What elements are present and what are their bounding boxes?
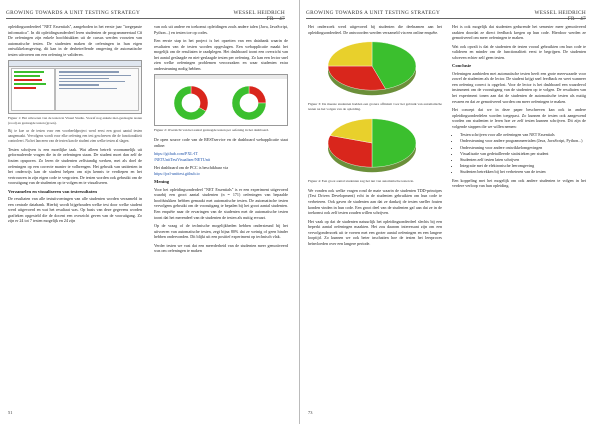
paragraph: Een eerste stap in het project is het opzetten van een databank waarin de resultaten van de testen worden opgeslagen. Een webapplicatie maakt het mogelijk om de resultaten te raadplegen. Het dashboard toont een overzicht van het aantal geslaagde en niet-geslaagde testen per oefening. Zo kan een lector snel zien welke oefeningen problemen veroorzaken en waar studenten extra ondersteuning nodig hebben. [154,38,288,71]
dashboard-header [155,75,287,79]
figure-screenshot-visual-studio [8,60,142,114]
figure-3-caption: Figuur 3: De meeste studenten hadden een grotere affiniteit voor het gebruik van automatische testen na het volgen van de opleiding. [308,102,442,111]
figure-4-caption: Figuur 4: Een groot aantal studenten zag het nut van automatische testen in. [308,179,415,184]
list-item: • Visualisatie van gedetailleerde statistieken per student [460,151,586,157]
donut-hole [240,94,259,113]
list-item: • Ondersteuning voor andere ontwikkelomgevingen [460,145,586,151]
list-item: • Testen schrijven voor alle oefeningen van NET Essentials [460,132,586,138]
page-number: 51 [8,410,13,415]
ide-toolbar [9,61,141,67]
paragraph: Wat ook opvalt is dat de studenten de testen vooral gebruikten om hun code te valideren en minder om de functionaliteit eerst te begrijpen. De studenten schreven echter zelf geen testen. [452,43,586,60]
paragraph: Op de vraag of de technische mogelijkheden hebben ondersteund bij het uitvoeren van automatische testen, zegt bijna 80% dat ze weinig of geen hinder hebben ondervonden. Dit blijkt uit een positief experiment op technisch vlak. [154,223,288,240]
header-rule [306,18,586,19]
paragraph: Testen schrijven is een moeilijke taak. Wat alleen betreft voornamelijk uit geformuleerde vragen die in de oefeningen staan. De student moet dan zelf de fouten opsporen. Zo leren de studenten zelfstandig werken, met als doel de oefeningen op een correcte manier te volbrengen. Het gebruik van unittesten in het onderwijs kan de student helpen om zijn kennis te verdiepen en het vertrouwen in zijn eigen code te vergroten. De testen worden ook gebruikt om de vooruitgang van de studenten op te volgen en te visualiseren. [8,146,142,186]
pie-chart-2 [229,83,269,123]
section-code: FR · 47 [266,16,285,22]
author-name: WESSEL HEIDRICH [534,10,586,16]
list-item: • Studenten betrekken bij het verbeteren van de testen [460,169,586,175]
paragraph: De resultaten van alle testuitvoeringen van alle studenten worden verzameld in een centrale databank. Hierbij wordt bijgehouden welke test door welke student werd uitgevoerd en wat het resultaat was. Op basis van deze gegevens worden grafieken opgesteld die de docent een overzicht geven van de vooruitgang. Zo zijn er 24 tot 7 testen mogelijk en 24 zijn [8,196,142,224]
left-column-2 [154,24,288,257]
paragraph: We vonden ook welke vragen rond de mate waarin de studenten TDD-principes (Test Driven Development) echt in de studenten gebruikten om hun code te verbeteren. Ook gaven de studenten aan dat ze dankzij de testen sneller fouten konden vinden in hun code. Een groot deel van de studenten gaf aan dat ze in de toekomst ook zelf testen zouden willen schrijven. [308,187,442,216]
repo-link[interactable]: https://github.com/PXL-IT [154,151,199,157]
pie-chart-4 [310,115,440,177]
list-item: • Studenten zelf testen laten schrijven [460,157,586,163]
paragraph: van ook uit andere en toekomst opleidingen zoals andere talen (Java, JavaScript, Python...) en testen toe op codes. [154,24,288,35]
figure-dashboard [154,74,288,126]
paragraph: Oefeningen aanbieden met automatische testen heeft een grote meerwaarde voor zowel de studenten als de lector. De student krijgt snel feedback en weet wanneer een oefening correct is opgelost. Voor de lector is het dashboard een waardevol instrument om de vooruitgang van de studenten op te volgen. De resultaten van het experiment tonen aan dat de studenten de automatische testen als nuttig ervaren en dat ze gemotiveerd worden om meer oefeningen te maken. [452,70,586,104]
paragraph: De open source code van de RESTservice en de dashboard webapplicatie staat online: [154,136,288,148]
left-column-1 [8,24,142,227]
paragraph: Het vaak op dat de studenten natuurlijk het opleidingsonderdeel slechts bij een beperkt aantal oefeningen maakten. Het zou daarom interessant zijn om een vervolgonderzoek uit te voeren met een groter aantal oefeningen en een langere looptijd. Zo kunnen we ook beter inschatten hoe de testen het leerproces beïnvloeden over een langere periode. [308,218,442,246]
figure-1-caption: Figuur 1: Het uitvoeren van de testen in Visual Studio. Vooraf nog enkele niet-geslaagde testen (rood) en geslaagde testen (groen). [8,116,142,125]
paragraph: Een koppeling met het mogelijk om ook andere studenten te volgen in het verdere verloop van hun opleiding. [452,177,586,189]
donut-hole [182,94,201,113]
pie-slice-2 [328,42,372,66]
list-item: • Integratie met de elektronische leeromgeving [460,163,586,169]
note: Bij te koe ur de testen voor een voorbeeldproject werd eerst een groot aantal testen aangemaakt. Vervolgens wordt voor elke oefening een test geschreven die de functionaliteit controleert. Na het lanceren van de testen kan de student zien welke testen al slagen. [8,129,142,144]
right-column-2 [452,24,586,192]
running-header-title: GROWING TOWARDS A UNIT TESTING STRATEGY [6,10,141,16]
running-header-title: GROWING TOWARDS A UNIT TESTING STRATEGY [306,10,441,16]
section-heading: Mening [154,179,170,185]
paragraph: Het concept dat we in deze paper beschreven kan ook in andere opleidingsonderdelen worden toegepast. Zo kunnen de testen ook aangewend worden om studenten te leren hoe ze zelf testen kunnen schrijven. Dit zijn de volgende stappen die we willen nemen: [452,107,586,129]
right-page [300,0,600,424]
author-name: WESSEL HEIDRICH [233,10,285,16]
list-item: • Ondersteuning voor andere programmeertalen (Java, JavaScript, Python...) [460,138,586,144]
test-fail-row [14,87,36,89]
dashboard-link[interactable]: https://pxl-unittest.github.io [154,170,200,176]
paragraph: Voor het opleidingsonderdeel "NET Essentials" is er een experiment uitgevoerd waarbij een groot aantal studenten (n = 171) oefeningen van bepaalde hoofdstukken hebben gemaakt met automatische testen. De automatische testen vervolgens gebruikt om de vooruitgang te bepalen bij het groot aantal studenten. Een enquête naar de ervaringen van de studenten met de automatische testen toont dat het merendeel van de studenten de testen als nuttig ervaart. [154,186,288,220]
figure-pie-4 [308,115,442,177]
running-header-author [534,10,586,22]
running-header-author [233,10,285,22]
paragraph: Het is ook mogelijk dat studenten gedurende het semester meer gemotiveerd raakten doordat ze direct feedback kregen op hun code. Hierdoor werden ze gemotiveerd om meer oefeningen te maken. [452,24,586,41]
test-fail-row [14,79,42,81]
paragraph: opleidingsonderdeel "NET Essentials", aangeboden in het eerste jaar "toegepaste informatica". In dit opleidingsonderdeel leren studenten de programmeertaal C# De oefeningen zijn enkele hoofdstukken uit de cursus werden voorzien van automatische testen. De studenten maken de oefeningen in hun eigen ontwikkelomgeving, dit kan in de desbetreffende omgeving de automatische testen uitvoeren om een oefening te valideren. [8,24,142,57]
section-code: FR · 47 [567,16,586,22]
test-pass-row [14,71,44,73]
section-heading: Conclusie [452,63,472,69]
future-work-list [452,132,586,174]
ide-code-editor [55,68,139,111]
header-rule [6,18,285,19]
repo-link-path[interactable]: /NETUnitTestVisualizer/NETUnit [154,156,211,162]
figure-2-caption: Figuur 2: Overzicht van het aantal geslaagde testen per oefening in het dashboard. [154,128,269,133]
paragraph: Het dashboard om de PCC is beschikbaar via [154,165,229,171]
page-number: 73 [308,410,313,415]
section-heading: Verzamelen en visualiseren van testresultaten [8,188,97,194]
ide-test-explorer [11,68,55,111]
pie-chart-3 [310,38,440,100]
test-pass-row [14,75,40,77]
test-pass-row [14,83,46,85]
figure-pie-3 [308,38,442,100]
paragraph: Het onderzoek werd uitgevoerd bij studenten die deelnamen aan het opleidingsonderdeel. De antwoorden werden verzameld via een online enquête. [308,24,442,35]
pie-chart-1 [171,83,211,123]
paragraph: Verder testen we vast dat een meerderheid van de studenten meer gemotiveerd was om oefeningen te maken [154,242,288,254]
right-column-1 [308,24,442,249]
